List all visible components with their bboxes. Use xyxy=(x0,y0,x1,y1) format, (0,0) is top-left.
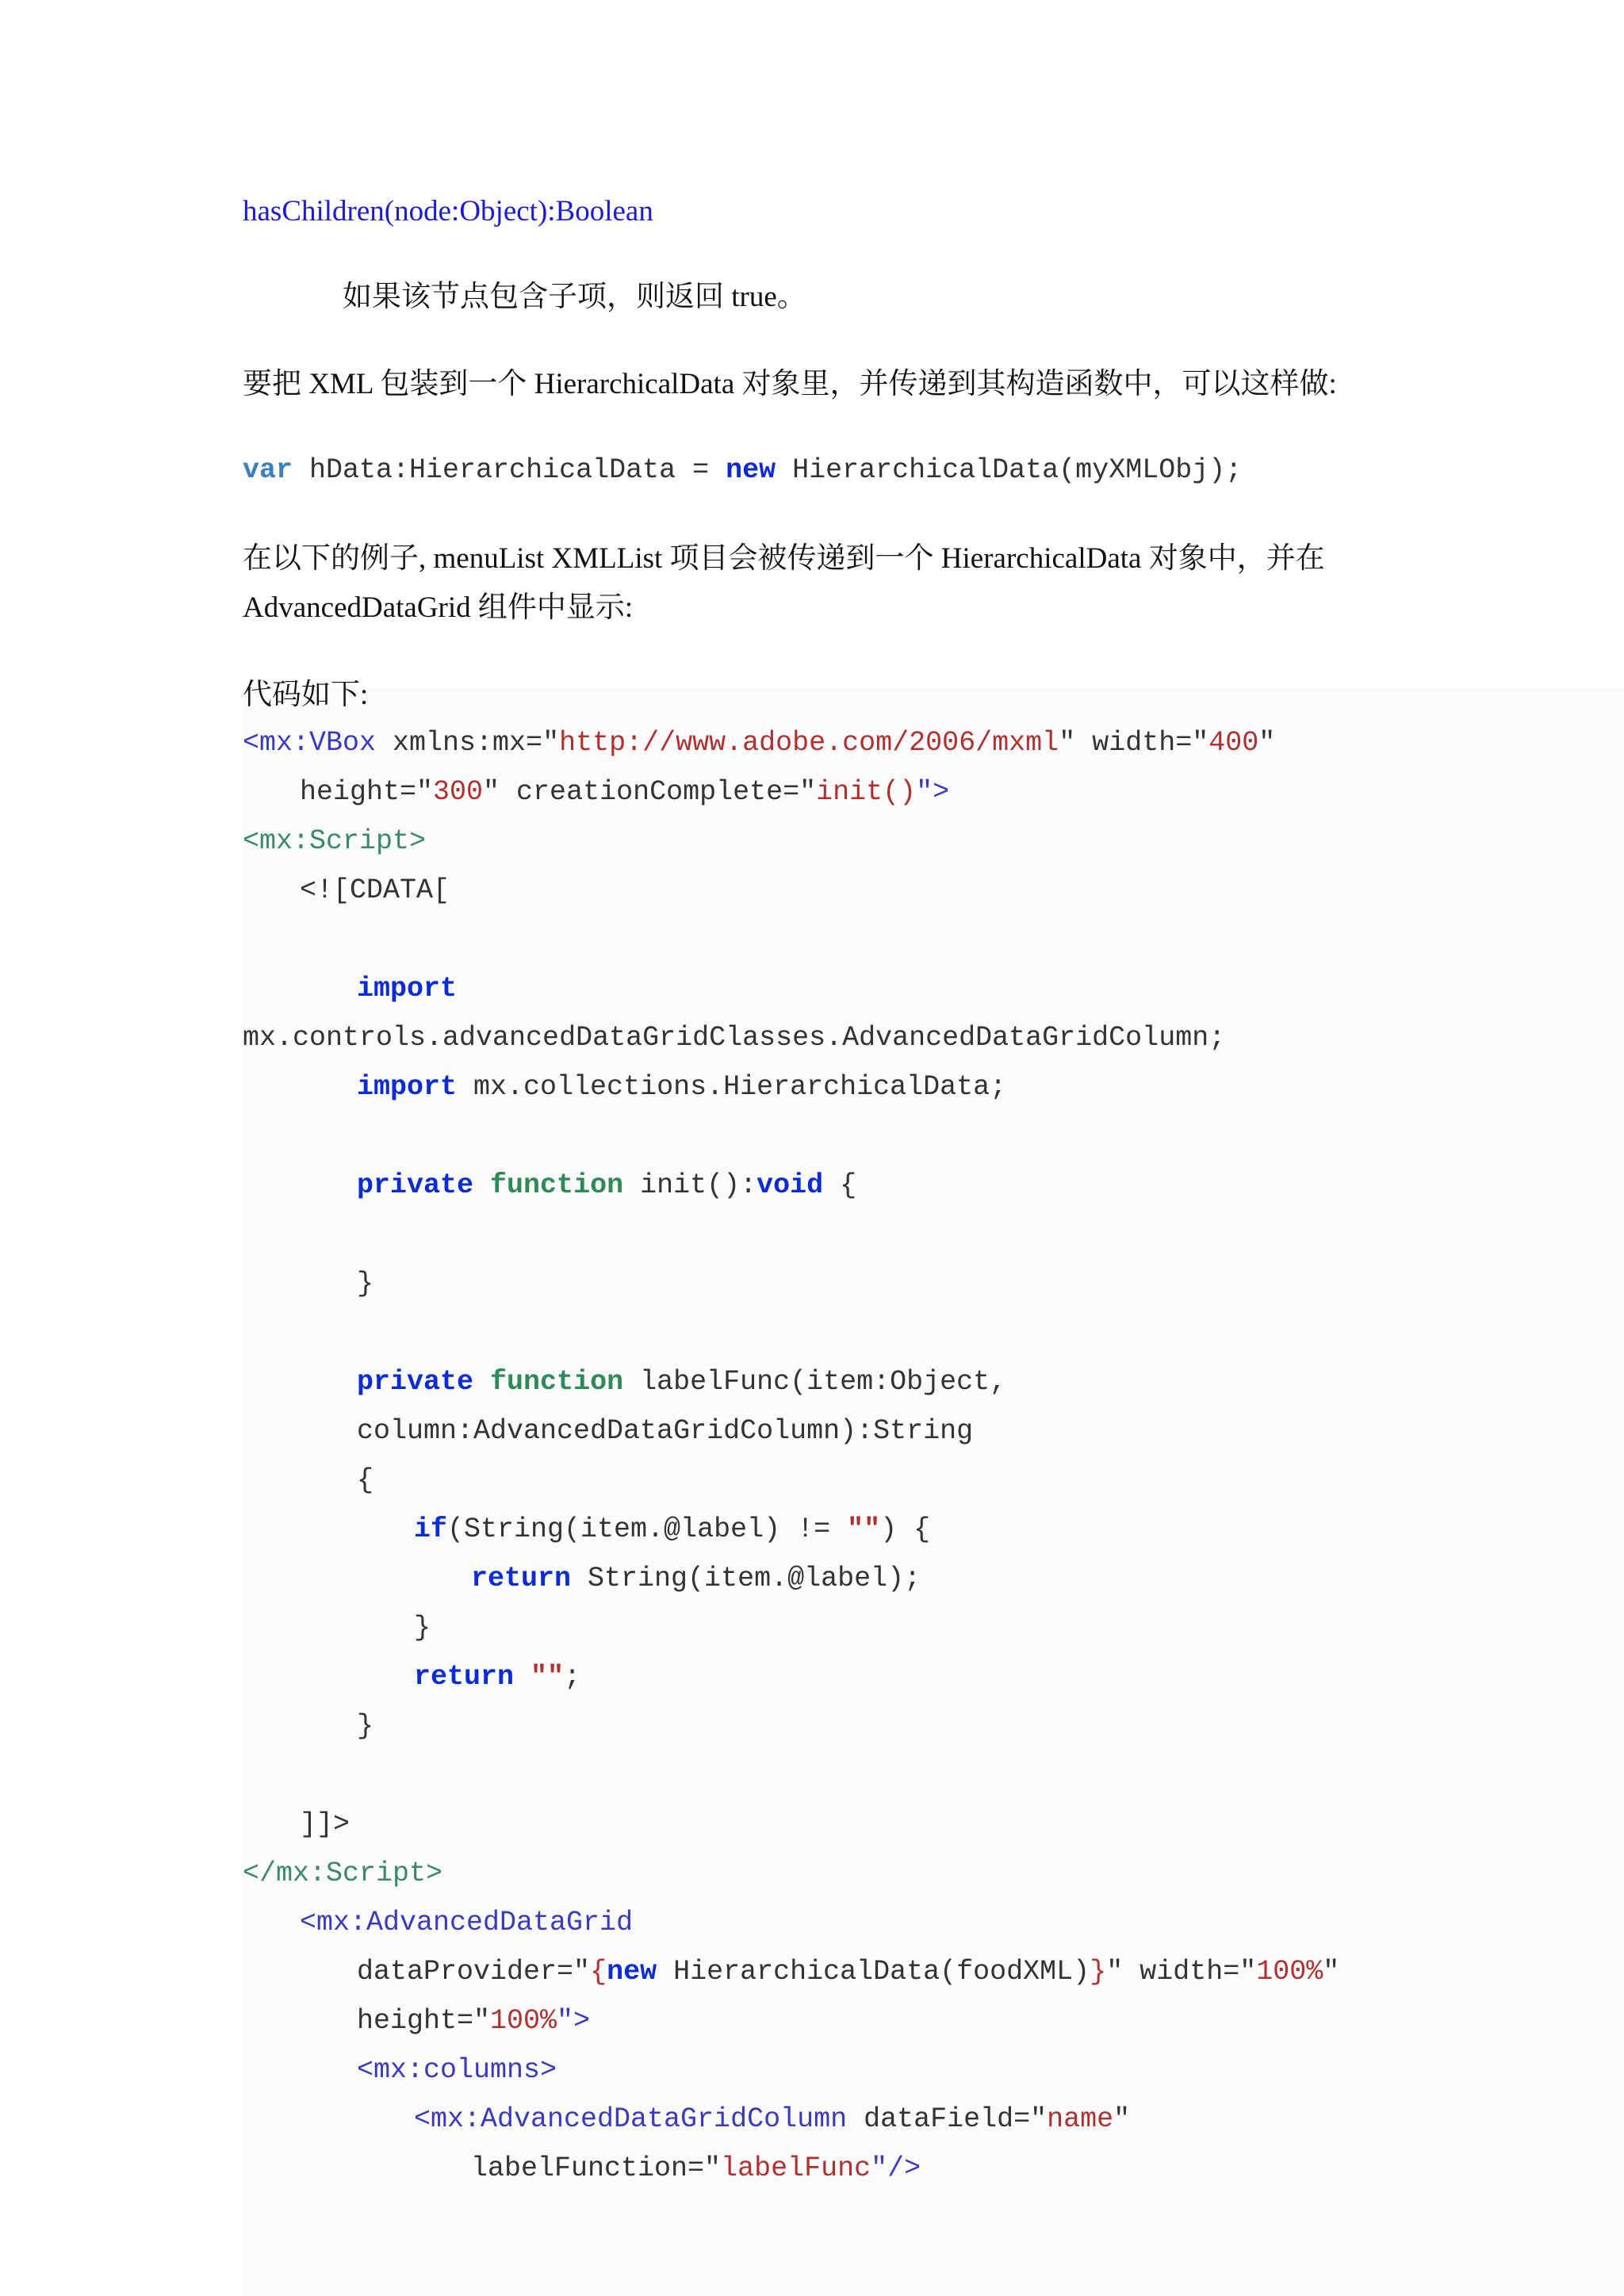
attr-width: " width=" xyxy=(1059,727,1209,759)
value-labelfunction: labelFunc xyxy=(721,2152,871,2184)
keyword-return: return xyxy=(414,1661,515,1693)
keyword-import: import xyxy=(357,973,458,1004)
value-xmlns: http://www.adobe.com/2006/mxml xyxy=(559,727,1059,759)
empty-string: "" xyxy=(847,1513,881,1545)
keyword-return: return xyxy=(471,1563,572,1594)
value-width: 400 xyxy=(1208,727,1259,759)
code-line-return1 xyxy=(471,1565,921,1593)
code-line-dataprovider xyxy=(357,1958,1339,1986)
code-line-import1-path: mx.controls.advancedDataGridClasses.AdvancedDataGridColumn; xyxy=(243,1022,1226,1054)
attr-creation-complete: " creationComplete=" xyxy=(483,776,817,808)
keyword-var: var xyxy=(243,454,293,486)
return-expression: String(item.@label); xyxy=(571,1563,921,1594)
code-line-column xyxy=(414,2103,1131,2135)
code-line-init-close: } xyxy=(357,1268,374,1299)
if-condition: (String(item.@label) != xyxy=(447,1513,848,1545)
method-description: 如果该节点包含子项，则返回 true。 xyxy=(343,281,806,313)
init-signature: init(): xyxy=(623,1169,757,1201)
value-creation-complete: init() xyxy=(816,776,917,808)
attr-height: height=" xyxy=(300,776,434,808)
dataprovider-expression: HierarchicalData(foodXML) xyxy=(657,1956,1090,1988)
code-line-adg-open: <mx:AdvancedDataGrid xyxy=(300,1907,634,1938)
code-line-labelfunc-params: column:AdvancedDataGridColumn):String xyxy=(357,1415,974,1447)
keyword-import: import xyxy=(357,1071,458,1103)
code-text: HierarchicalData(myXMLObj); xyxy=(776,454,1243,486)
code-line-script-open: <mx:Script> xyxy=(243,825,427,857)
empty-string: "" xyxy=(530,1661,565,1693)
code-line-labelfunction xyxy=(471,2152,921,2184)
quote: " xyxy=(1113,2103,1131,2135)
code-line-labelfunc xyxy=(357,1368,1006,1396)
attr-width: " width=" xyxy=(1106,1956,1257,1988)
code-line-cdata-close: ]]> xyxy=(300,1808,350,1840)
brace-right: } xyxy=(1090,1956,1107,1988)
tag-vbox: <mx:VBox xyxy=(243,727,377,759)
value-datafield: name xyxy=(1047,2103,1114,2135)
code-line-hdata xyxy=(243,454,1243,486)
code-label: 代码如下: xyxy=(243,679,369,711)
attr-datafield: dataField=" xyxy=(847,2103,1048,2135)
code-line-script-close: </mx:Script> xyxy=(243,1858,443,1889)
attr-dataprovider: dataProvider=" xyxy=(357,1956,591,1988)
keyword-new: new xyxy=(607,1956,657,1988)
quote: " xyxy=(1323,1956,1340,1988)
value-width: 100% xyxy=(1256,1956,1323,1988)
code-line-if xyxy=(414,1513,931,1545)
quote: " xyxy=(1258,727,1276,759)
brace-left: { xyxy=(590,1956,607,1988)
code-line-init xyxy=(357,1169,857,1201)
code-line-if-close: } xyxy=(414,1612,431,1644)
keyword-void: void xyxy=(756,1169,824,1201)
tag-column: <mx:AdvancedDataGridColumn xyxy=(414,2103,848,2135)
code-line-vbox xyxy=(243,729,1275,757)
value-height: 100% xyxy=(490,2005,557,2037)
code-line-labelfunc-open: { xyxy=(357,1464,374,1496)
semicolon: ; xyxy=(564,1661,581,1693)
tag-close: "> xyxy=(557,2005,591,2037)
keyword-function: function xyxy=(490,1366,624,1398)
attr-labelfunction: labelFunction=" xyxy=(471,2152,722,2184)
keyword-new: new xyxy=(726,454,776,486)
if-end: ) { xyxy=(880,1513,931,1545)
code-line-columns-open: <mx:columns> xyxy=(357,2054,557,2086)
keyword-private: private xyxy=(357,1169,474,1201)
code-line-adg-height xyxy=(357,2007,590,2035)
attr-xmlns: xmlns:mx=" xyxy=(376,727,560,759)
brace-open: { xyxy=(823,1169,857,1201)
code-text: hData:HierarchicalData = xyxy=(293,454,726,486)
code-line-vbox-height xyxy=(300,776,950,808)
method-signature: hasChildren(node:Object):Boolean xyxy=(243,195,653,228)
keyword-private: private xyxy=(357,1366,474,1398)
attr-height: height=" xyxy=(357,2005,491,2037)
code-line-import2 xyxy=(357,1073,1006,1101)
tag-selfclose: "/> xyxy=(871,2152,921,2184)
code-line-cdata-open: <![CDATA[ xyxy=(300,874,450,906)
tag-close: "> xyxy=(916,776,950,808)
wrap-intro: 要把 XML 包装到一个 HierarchicalData 对象里，并传递到其构造函数中，可以这样做: xyxy=(243,368,1337,400)
import-path: mx.collections.HierarchicalData; xyxy=(457,1071,1007,1103)
code-line-return2 xyxy=(414,1663,580,1691)
code-line-labelfunc-close: } xyxy=(357,1710,374,1742)
labelfunc-signature: labelFunc(item:Object, xyxy=(623,1366,1007,1398)
keyword-if: if xyxy=(414,1513,448,1545)
keyword-function: function xyxy=(490,1169,624,1201)
value-height: 300 xyxy=(433,776,484,808)
example-intro-line2: AdvancedDataGrid 组件中显示: xyxy=(243,591,634,624)
example-intro-line1: 在以下的例子, menuList XMLList 项目会被传递到一个 HierarchicalData 对象中，并在 xyxy=(243,542,1325,575)
